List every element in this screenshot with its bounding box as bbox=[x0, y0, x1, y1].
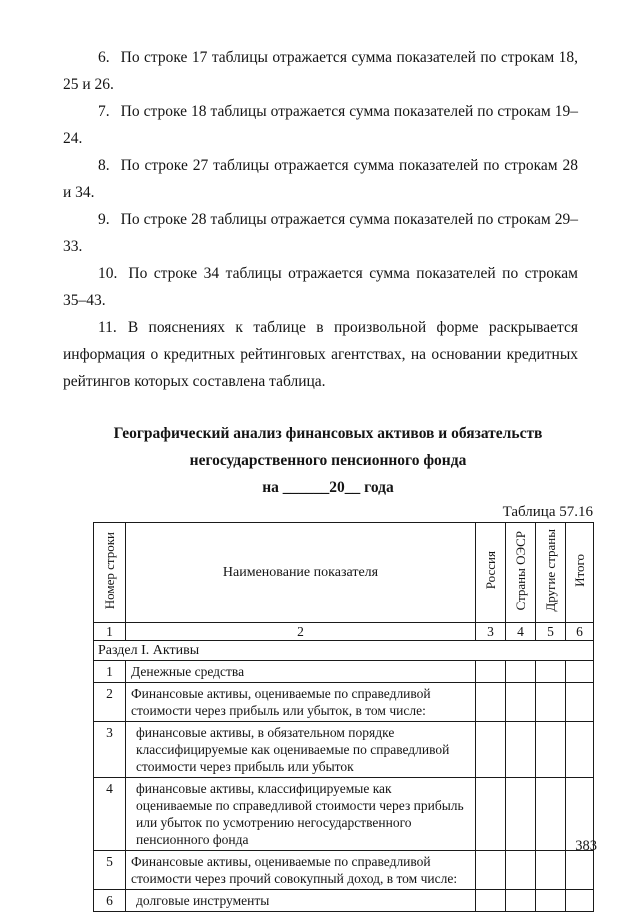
column-number: 5 bbox=[536, 623, 566, 641]
indicator-name-cell: Денежные средства bbox=[126, 661, 476, 683]
data-cell-other bbox=[536, 851, 566, 890]
paragraph-7 bbox=[63, 98, 578, 152]
header-other-countries bbox=[536, 523, 566, 623]
paragraph-11 bbox=[63, 314, 578, 395]
data-cell-oecd bbox=[506, 722, 536, 778]
data-cell-other bbox=[536, 890, 566, 912]
row-number-cell: 2 bbox=[94, 683, 126, 722]
page-number: 383 bbox=[575, 838, 597, 854]
header-other-countries-label: Другие страны bbox=[542, 529, 558, 612]
data-cell-russia bbox=[476, 722, 506, 778]
paragraphs-block bbox=[0, 0, 640, 395]
header-total bbox=[566, 523, 594, 623]
column-number: 3 bbox=[476, 623, 506, 641]
header-oecd bbox=[506, 523, 536, 623]
data-cell-total bbox=[566, 890, 594, 912]
paragraph-number: 9. bbox=[98, 211, 110, 228]
column-number: 2 bbox=[126, 623, 476, 641]
table-header-row bbox=[94, 523, 594, 623]
header-indicator: Наименование показателя bbox=[126, 523, 476, 623]
column-number: 4 bbox=[506, 623, 536, 641]
header-row-number bbox=[94, 523, 126, 623]
table-row bbox=[94, 722, 594, 778]
table-caption: Таблица 57.16 bbox=[502, 504, 593, 520]
paragraph-number: 6. bbox=[98, 49, 110, 66]
section-label: Раздел I. Активы bbox=[94, 641, 594, 661]
data-cell-russia bbox=[476, 683, 506, 722]
header-oecd-label: Страны ОЭСР bbox=[512, 530, 528, 611]
table-title bbox=[63, 420, 593, 501]
data-cell-total bbox=[566, 661, 594, 683]
data-cell-other bbox=[536, 661, 566, 683]
row-number-cell: 4 bbox=[94, 778, 126, 851]
indicator-name-cell: финансовые активы, классифицируемые как оцениваемые по справедливой стоимости через прибыль или убыток по усмотрению негосударственного пенсионного фонда bbox=[126, 778, 476, 851]
table-row bbox=[94, 778, 594, 851]
table-row bbox=[94, 851, 594, 890]
section-row bbox=[94, 641, 594, 661]
data-cell-oecd bbox=[506, 851, 536, 890]
paragraph-number: 11. bbox=[98, 319, 117, 336]
data-cell-oecd bbox=[506, 778, 536, 851]
paragraph-text: В пояснениях к таблице в произвольной форме раскрывается информация о кредитных рейтинговых агентствах, на основании кредитных рейтингов которых составлена таблица. bbox=[63, 319, 578, 390]
header-total-label: Итого bbox=[571, 554, 587, 587]
data-cell-oecd bbox=[506, 890, 536, 912]
paragraph-text: По строке 17 таблицы отражается сумма показателей по строкам 18, 25 и 26. bbox=[63, 49, 578, 93]
indicator-name-cell: финансовые активы, в обязательном порядке классифицируемые как оцениваемые по справедливой стоимости через прибыль или убыток bbox=[126, 722, 476, 778]
paragraph-text: По строке 27 таблицы отражается сумма показателей по строкам 28 и 34. bbox=[63, 157, 578, 201]
geographic-analysis-table bbox=[93, 522, 594, 912]
data-cell-russia bbox=[476, 890, 506, 912]
row-number-cell: 3 bbox=[94, 722, 126, 778]
paragraph-text: По строке 18 таблицы отражается сумма показателей по строкам 19–24. bbox=[63, 103, 578, 147]
indicator-name-cell: долговые инструменты bbox=[126, 890, 476, 912]
paragraph-number: 7. bbox=[98, 103, 110, 120]
table-row bbox=[94, 890, 594, 912]
header-russia-label: Россия bbox=[482, 551, 498, 590]
data-cell-oecd bbox=[506, 683, 536, 722]
data-cell-oecd bbox=[506, 661, 536, 683]
data-cell-other bbox=[536, 683, 566, 722]
column-number: 1 bbox=[94, 623, 126, 641]
paragraph-6 bbox=[63, 44, 578, 98]
paragraph-number: 10. bbox=[98, 265, 118, 282]
row-number-cell: 6 bbox=[94, 890, 126, 912]
header-row-number-label: Номер строки bbox=[101, 531, 117, 610]
table-title-line-1: Географический анализ финансовых активов и обязательств bbox=[113, 425, 543, 442]
data-cell-russia bbox=[476, 778, 506, 851]
data-cell-russia bbox=[476, 851, 506, 890]
data-cell-total bbox=[566, 683, 594, 722]
paragraph-8 bbox=[63, 152, 578, 206]
data-cell-russia bbox=[476, 661, 506, 683]
row-number-cell: 5 bbox=[94, 851, 126, 890]
table-row bbox=[94, 661, 594, 683]
table-title-line-2: негосударственного пенсионного фонда bbox=[189, 452, 467, 469]
column-numbers-row bbox=[94, 623, 594, 641]
paragraph-text: По строке 34 таблицы отражается сумма показателей по строкам 35–43. bbox=[63, 265, 578, 309]
indicator-name-cell: Финансовые активы, оцениваемые по справедливой стоимости через прочий совокупный доход, в том числе: bbox=[126, 851, 476, 890]
paragraph-10 bbox=[63, 260, 578, 314]
data-cell-other bbox=[536, 778, 566, 851]
data-cell-total bbox=[566, 851, 594, 890]
column-number: 6 bbox=[566, 623, 594, 641]
table-title-date-line: на ______20__ года bbox=[262, 479, 394, 496]
paragraph-9 bbox=[63, 206, 578, 260]
header-russia bbox=[476, 523, 506, 623]
paragraph-text: По строке 28 таблицы отражается сумма показателей по строкам 29–33. bbox=[63, 211, 578, 255]
row-number-cell: 1 bbox=[94, 661, 126, 683]
indicator-name-cell: Финансовые активы, оцениваемые по справедливой стоимости через прибыль или убыток, в том числе: bbox=[126, 683, 476, 722]
data-cell-other bbox=[536, 722, 566, 778]
data-cell-total bbox=[566, 722, 594, 778]
table-row bbox=[94, 683, 594, 722]
paragraph-number: 8. bbox=[98, 157, 110, 174]
